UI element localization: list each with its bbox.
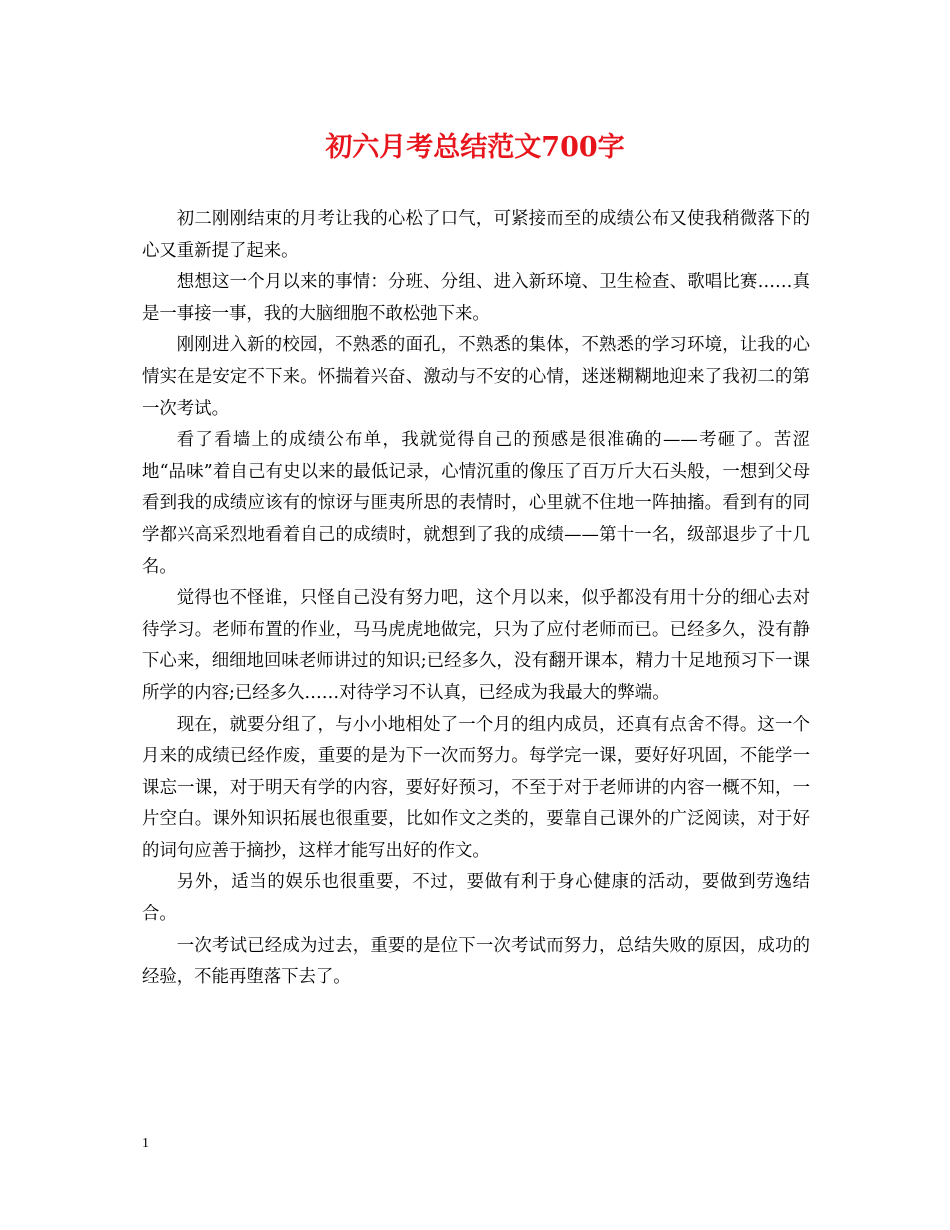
paragraph: 另外，适当的娱乐也很重要，不过，要做有利于身心健康的活动，要做到劳逸结合。	[142, 872, 810, 925]
paragraph: 刚刚进入新的校园，不熟悉的面孔，不熟悉的集体，不熟悉的学习环境，让我的心情实在是安定不下来。怀揣着兴奋、激动与不安的心情，迷迷糊糊地迎来了我初二的第一次考试。	[142, 335, 810, 419]
paragraph: 想想这一个月以来的事情：分班、分组、进入新环境、卫生检查、歌唱比赛……真是一事接一事，我的大脑细胞不敢松弛下来。	[142, 272, 810, 324]
page-number: 1	[142, 1136, 149, 1151]
paragraph: 初二刚刚结束的月考让我的心松了口气，可紧接而至的成绩公布又使我稍微落下的心又重新提了起来。	[142, 209, 810, 261]
paragraph: 现在，就要分组了，与小小地相处了一个月的组内成员，还真有点舍不得。这一个月来的成绩已经作废，重要的是为下一次而努力。每学完一课，要好好巩固，不能学一课忘一课，对于明天有学的内容，要好好预习，不至于对于老师讲的内容一概不知，一片空白。课外知识拓展也很重要，比如作文之类的，要靠自己课外的广泛阅读，对于好的词句应善于摘抄，这样才能写出好的作文。	[142, 714, 810, 861]
paragraph: 看了看墙上的成绩公布单，我就觉得自己的预感是很准确的——考砸了。苦涩地“品味”着自己有史以来的最低记录，心情沉重的像压了百万斤大石头般，一想到父母看到我的成绩应该有的惊讶与匪夷所思的表情时，心里就不住地一阵抽搐。看到有的同学都兴高采烈地看着自己的成绩时，就想到了我的成绩——第十一名，级部退步了十几名。	[142, 430, 810, 577]
document-body	[142, 204, 810, 994]
paragraph: 一次考试已经成为过去，重要的是位下一次考试而努力，总结失败的原因，成功的经验，不能再堕落下去了。	[142, 935, 810, 988]
document-title: 初六月考总结范文700字	[325, 132, 625, 163]
paragraph: 觉得也不怪谁，只怪自己没有努力吧，这个月以来，似乎都没有用十分的细心去对待学习。老师布置的作业，马马虎虎地做完，只为了应付老师而已。已经多久，没有静下心来，细细地回味老师讲过的知识;已经多久，没有翻开课本，精力十足地预习下一课所学的内容;已经多久……对待学习不认真，已经成为我最大的弊端。	[142, 588, 810, 703]
